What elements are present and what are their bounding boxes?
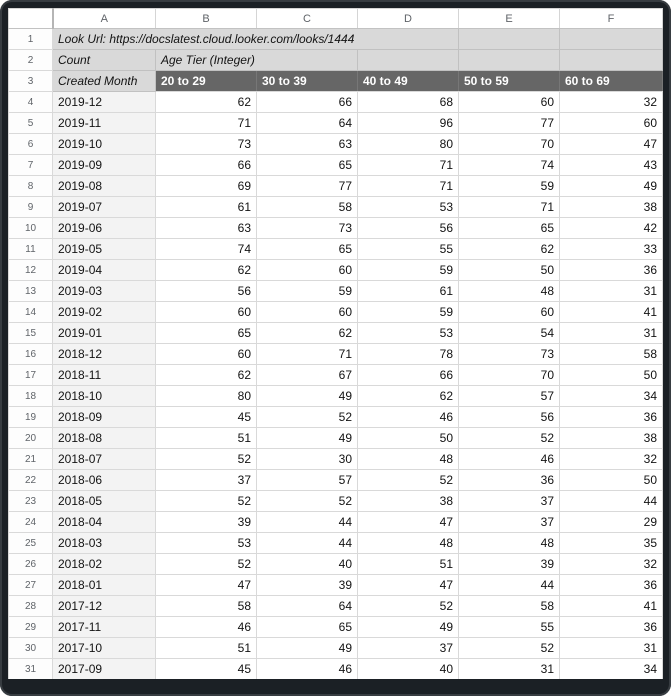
value-cell[interactable]: 73 [156,134,257,155]
table-row [9,554,663,575]
month-cell[interactable]: 2019-06 [53,218,156,239]
row-number-cell[interactable]: 20 [9,428,53,449]
value-cell[interactable]: 38 [358,491,459,512]
tier-header-cell[interactable]: 20 to 29 [156,71,257,92]
value-cell[interactable]: 37 [156,470,257,491]
value-cell[interactable]: 50 [560,470,663,491]
month-cell[interactable]: 2018-08 [53,428,156,449]
value-cell[interactable]: 49 [358,617,459,638]
value-cell[interactable]: 63 [156,218,257,239]
value-cell[interactable]: 41 [560,302,663,323]
value-cell[interactable]: 39 [257,575,358,596]
value-cell[interactable]: 53 [358,197,459,218]
column-header-d[interactable]: D [358,9,459,29]
tier-header-cell[interactable]: 30 to 39 [257,71,358,92]
month-cell[interactable]: 2019-09 [53,155,156,176]
value-cell[interactable]: 42 [560,218,663,239]
month-cell[interactable]: 2017-09 [53,659,156,680]
value-cell[interactable]: 62 [358,386,459,407]
value-cell[interactable]: 61 [358,281,459,302]
value-cell[interactable]: 44 [257,533,358,554]
value-cell[interactable]: 36 [560,617,663,638]
look-url-cell[interactable]: Look Url: https://docslatest.cloud.looker.com/looks/1444 [53,29,459,50]
table-row [9,512,663,533]
value-cell[interactable]: 48 [358,449,459,470]
row-number-cell[interactable]: 24 [9,512,53,533]
row-number-cell[interactable]: 17 [9,365,53,386]
month-cell[interactable]: 2019-05 [53,239,156,260]
value-cell[interactable]: 49 [257,428,358,449]
row-number-cell[interactable]: 5 [9,113,53,134]
value-cell[interactable]: 59 [358,302,459,323]
value-cell[interactable]: 61 [156,197,257,218]
value-cell[interactable]: 71 [459,197,560,218]
value-cell[interactable]: 50 [358,428,459,449]
value-cell[interactable]: 30 [257,449,358,470]
table-row [9,323,663,344]
value-cell[interactable]: 64 [257,113,358,134]
value-cell[interactable]: 67 [257,365,358,386]
table-row [9,239,663,260]
value-cell[interactable]: 29 [560,512,663,533]
value-cell[interactable]: 59 [459,176,560,197]
table-row [9,302,663,323]
row-number-cell[interactable]: 11 [9,239,53,260]
row-number-cell[interactable]: 8 [9,176,53,197]
value-cell[interactable]: 34 [560,659,663,680]
value-cell[interactable]: 51 [156,638,257,659]
table-row [9,407,663,428]
value-cell[interactable]: 60 [257,260,358,281]
row-number-cell[interactable]: 6 [9,134,53,155]
column-header-a[interactable]: A [53,9,156,29]
value-cell[interactable]: 48 [459,281,560,302]
month-cell[interactable]: 2018-05 [53,491,156,512]
value-cell[interactable]: 37 [459,491,560,512]
value-cell[interactable]: 66 [257,92,358,113]
value-cell[interactable]: 77 [257,176,358,197]
value-cell[interactable]: 44 [459,575,560,596]
column-header-row [9,9,663,29]
month-cell[interactable]: 2017-10 [53,638,156,659]
value-cell[interactable]: 57 [257,470,358,491]
row-number-cell[interactable]: 19 [9,407,53,428]
value-cell[interactable]: 34 [560,386,663,407]
value-cell[interactable]: 36 [560,575,663,596]
value-cell[interactable]: 70 [459,365,560,386]
value-cell[interactable]: 37 [358,638,459,659]
table-row [9,491,663,512]
value-cell[interactable]: 31 [560,281,663,302]
month-cell[interactable]: 2019-10 [53,134,156,155]
value-cell[interactable]: 73 [459,344,560,365]
value-cell[interactable]: 47 [560,134,663,155]
table-row [9,155,663,176]
value-cell[interactable]: 60 [459,302,560,323]
value-cell[interactable]: 62 [156,260,257,281]
tier-header-cell[interactable]: 40 to 49 [358,71,459,92]
value-cell[interactable]: 55 [358,239,459,260]
table-row [9,344,663,365]
row-number-cell[interactable]: 14 [9,302,53,323]
value-cell[interactable]: 31 [459,659,560,680]
value-cell[interactable]: 52 [156,449,257,470]
pivot-header-row [9,71,663,92]
value-cell[interactable]: 56 [459,407,560,428]
month-cell[interactable]: 2018-02 [53,554,156,575]
value-cell[interactable]: 51 [156,428,257,449]
month-cell[interactable]: 2018-01 [53,575,156,596]
column-header-f[interactable]: F [560,9,663,29]
row-number-cell[interactable]: 29 [9,617,53,638]
value-cell[interactable]: 40 [257,554,358,575]
value-cell[interactable]: 65 [257,239,358,260]
value-cell[interactable]: 71 [257,344,358,365]
value-cell[interactable]: 80 [156,386,257,407]
value-cell[interactable]: 41 [560,596,663,617]
table-row [9,365,663,386]
month-cell[interactable]: 2019-03 [53,281,156,302]
value-cell[interactable]: 49 [257,386,358,407]
value-cell[interactable]: 65 [257,155,358,176]
value-cell[interactable]: 80 [358,134,459,155]
value-cell[interactable]: 70 [459,134,560,155]
value-cell[interactable]: 53 [358,323,459,344]
month-cell[interactable]: 2018-10 [53,386,156,407]
row-number-cell[interactable]: 18 [9,386,53,407]
table-row [9,176,663,197]
value-cell[interactable]: 32 [560,449,663,470]
value-cell[interactable]: 52 [358,470,459,491]
row-number-cell[interactable]: 7 [9,155,53,176]
value-cell[interactable]: 33 [560,239,663,260]
table-row [9,596,663,617]
row-number-cell[interactable]: 28 [9,596,53,617]
month-cell[interactable]: 2019-02 [53,302,156,323]
row-number-cell[interactable]: 3 [9,71,53,92]
value-cell[interactable]: 52 [358,596,459,617]
value-cell[interactable]: 51 [358,554,459,575]
value-cell[interactable]: 50 [459,260,560,281]
value-cell[interactable]: 62 [156,92,257,113]
value-cell[interactable]: 71 [358,155,459,176]
value-cell[interactable]: 38 [560,428,663,449]
value-cell[interactable]: 65 [459,218,560,239]
value-cell[interactable]: 43 [560,155,663,176]
row-number-cell[interactable]: 27 [9,575,53,596]
empty-cell[interactable] [560,29,663,50]
empty-cell[interactable] [358,50,459,71]
table-row [9,533,663,554]
table-row [9,134,663,155]
month-cell[interactable]: 2018-03 [53,533,156,554]
value-cell[interactable]: 37 [459,512,560,533]
table-row [9,449,663,470]
value-cell[interactable]: 46 [257,659,358,680]
value-cell[interactable]: 60 [156,302,257,323]
month-cell[interactable]: 2019-12 [53,92,156,113]
column-header-b[interactable]: B [156,9,257,29]
value-cell[interactable]: 60 [459,92,560,113]
value-cell[interactable]: 62 [459,239,560,260]
label-row [9,50,663,71]
tier-header-cell[interactable]: 60 to 69 [560,71,663,92]
value-cell[interactable]: 58 [560,344,663,365]
month-cell[interactable]: 2018-06 [53,470,156,491]
table-row [9,575,663,596]
value-cell[interactable]: 44 [257,512,358,533]
value-cell[interactable]: 52 [257,491,358,512]
value-cell[interactable]: 49 [257,638,358,659]
value-cell[interactable]: 35 [560,533,663,554]
value-cell[interactable]: 32 [560,92,663,113]
row-number-cell[interactable]: 31 [9,659,53,680]
value-cell[interactable]: 52 [257,407,358,428]
row-number-cell[interactable]: 22 [9,470,53,491]
value-cell[interactable]: 71 [156,113,257,134]
value-cell[interactable]: 47 [358,575,459,596]
value-cell[interactable]: 40 [358,659,459,680]
row-number-cell[interactable]: 23 [9,491,53,512]
value-cell[interactable]: 59 [257,281,358,302]
month-cell[interactable]: 2018-07 [53,449,156,470]
empty-cell[interactable] [459,29,560,50]
value-cell[interactable]: 62 [156,365,257,386]
month-cell[interactable]: 2017-12 [53,596,156,617]
table-row [9,197,663,218]
month-cell[interactable]: 2018-12 [53,344,156,365]
value-cell[interactable]: 63 [257,134,358,155]
table-row [9,659,663,680]
value-cell[interactable]: 66 [156,155,257,176]
row-number-cell[interactable]: 1 [9,29,53,50]
value-cell[interactable]: 48 [459,533,560,554]
value-cell[interactable]: 65 [156,323,257,344]
row-number-cell[interactable]: 13 [9,281,53,302]
value-cell[interactable]: 38 [560,197,663,218]
value-cell[interactable]: 39 [156,512,257,533]
value-cell[interactable]: 45 [156,407,257,428]
value-cell[interactable]: 69 [156,176,257,197]
value-cell[interactable]: 53 [156,533,257,554]
value-cell[interactable]: 57 [459,386,560,407]
value-cell[interactable]: 66 [358,365,459,386]
spreadsheet [8,8,663,679]
value-cell[interactable]: 64 [257,596,358,617]
age-tier-label-cell[interactable]: Age Tier (Integer) [156,50,358,71]
value-cell[interactable]: 32 [560,554,663,575]
empty-cell[interactable] [459,50,560,71]
table-row [9,113,663,134]
month-cell[interactable]: 2019-01 [53,323,156,344]
empty-cell[interactable] [560,50,663,71]
value-cell[interactable]: 52 [459,638,560,659]
value-cell[interactable]: 46 [156,617,257,638]
value-cell[interactable]: 36 [560,407,663,428]
value-cell[interactable]: 65 [257,617,358,638]
value-cell[interactable]: 78 [358,344,459,365]
month-cell[interactable]: 2019-11 [53,113,156,134]
value-cell[interactable]: 46 [358,407,459,428]
row-number-cell[interactable]: 30 [9,638,53,659]
select-all-corner[interactable] [9,9,53,29]
row-number-cell[interactable]: 15 [9,323,53,344]
value-cell[interactable]: 58 [459,596,560,617]
value-cell[interactable]: 46 [459,449,560,470]
table-row [9,386,663,407]
value-cell[interactable]: 59 [358,260,459,281]
value-cell[interactable]: 71 [358,176,459,197]
value-cell[interactable]: 56 [358,218,459,239]
value-cell[interactable]: 58 [257,197,358,218]
tier-header-cell[interactable]: 50 to 59 [459,71,560,92]
value-cell[interactable]: 56 [156,281,257,302]
month-cell[interactable]: 2019-07 [53,197,156,218]
value-cell[interactable]: 60 [560,113,663,134]
month-cell[interactable]: 2017-11 [53,617,156,638]
value-cell[interactable]: 36 [560,260,663,281]
table-row [9,260,663,281]
value-cell[interactable]: 31 [560,638,663,659]
value-cell[interactable]: 73 [257,218,358,239]
value-cell[interactable]: 47 [358,512,459,533]
table-row [9,218,663,239]
value-cell[interactable]: 47 [156,575,257,596]
value-cell[interactable]: 45 [156,659,257,680]
row-number-cell[interactable]: 16 [9,344,53,365]
value-cell[interactable]: 96 [358,113,459,134]
row-number-cell[interactable]: 9 [9,197,53,218]
column-header-c[interactable]: C [257,9,358,29]
spreadsheet-grid [8,8,663,679]
row-number-cell[interactable]: 21 [9,449,53,470]
table-row [9,92,663,113]
table-row [9,617,663,638]
table-row [9,281,663,302]
value-cell[interactable]: 77 [459,113,560,134]
value-cell[interactable]: 50 [560,365,663,386]
row-number-cell[interactable]: 25 [9,533,53,554]
value-cell[interactable]: 68 [358,92,459,113]
value-cell[interactable]: 74 [459,155,560,176]
value-cell[interactable]: 55 [459,617,560,638]
row-number-cell[interactable]: 4 [9,92,53,113]
month-cell[interactable]: 2018-04 [53,512,156,533]
value-cell[interactable]: 60 [257,302,358,323]
value-cell[interactable]: 54 [459,323,560,344]
value-cell[interactable]: 52 [459,428,560,449]
month-cell[interactable]: 2018-11 [53,365,156,386]
value-cell[interactable]: 60 [156,344,257,365]
data-rows [9,92,663,680]
created-month-label-cell[interactable]: Created Month [53,71,156,92]
row-number-cell[interactable]: 26 [9,554,53,575]
value-cell[interactable]: 52 [156,491,257,512]
column-header-e[interactable]: E [459,9,560,29]
month-cell[interactable]: 2019-04 [53,260,156,281]
value-cell[interactable]: 44 [560,491,663,512]
table-row [9,428,663,449]
row-number-cell[interactable]: 2 [9,50,53,71]
value-cell[interactable]: 62 [257,323,358,344]
value-cell[interactable]: 52 [156,554,257,575]
value-cell[interactable]: 49 [560,176,663,197]
table-row [9,638,663,659]
url-row [9,29,663,50]
count-label-cell[interactable]: Count [53,50,156,71]
value-cell[interactable]: 36 [459,470,560,491]
value-cell[interactable]: 39 [459,554,560,575]
row-number-cell[interactable]: 10 [9,218,53,239]
value-cell[interactable]: 58 [156,596,257,617]
row-number-cell[interactable]: 12 [9,260,53,281]
month-cell[interactable]: 2019-08 [53,176,156,197]
value-cell[interactable]: 31 [560,323,663,344]
month-cell[interactable]: 2018-09 [53,407,156,428]
table-row [9,470,663,491]
value-cell[interactable]: 74 [156,239,257,260]
value-cell[interactable]: 48 [358,533,459,554]
